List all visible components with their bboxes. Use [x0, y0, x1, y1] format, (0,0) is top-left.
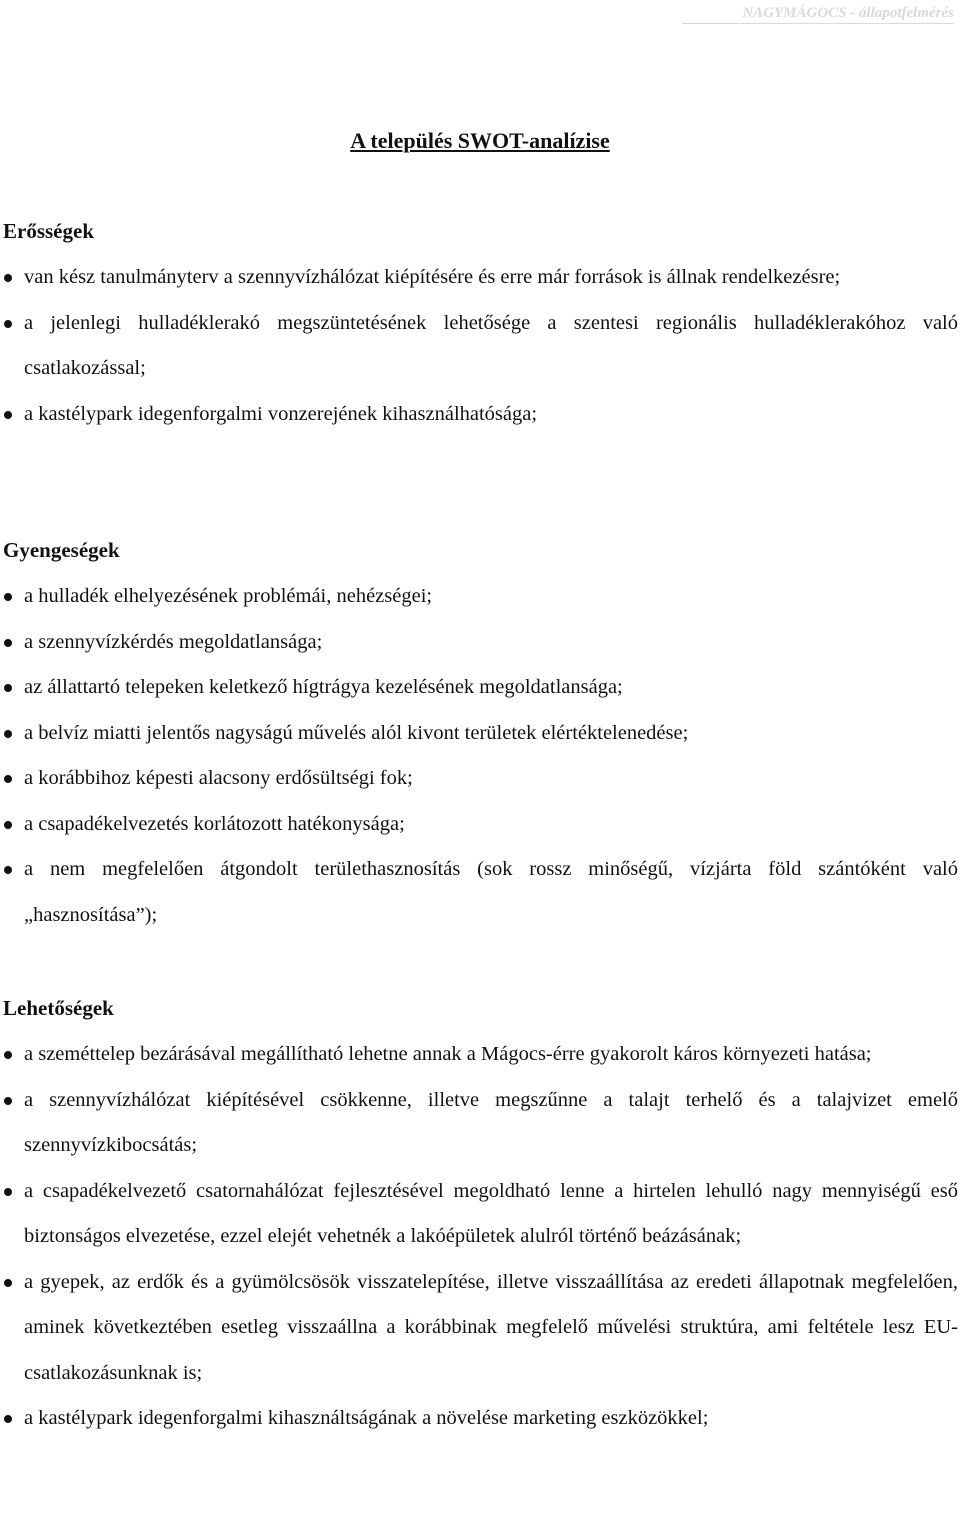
list-item-text: a nem megfelelően átgondolt területhasznosítás (sok rossz minőségű, vízjárta föld szántóként való „hasznosítása”); [24, 858, 958, 926]
bullet-icon [4, 1188, 12, 1196]
bullet-icon [4, 821, 12, 829]
list-item [0, 847, 958, 938]
document-title: A település SWOT-analízise [350, 128, 610, 153]
list-item-text: a szennyvízkérdés megoldatlansága; [24, 630, 323, 653]
section-opportunities [0, 994, 958, 1442]
bullet-icon [4, 730, 12, 738]
section-heading-strengths: Erősségek [3, 219, 94, 243]
list-item [0, 620, 958, 666]
list-item [0, 392, 958, 438]
list-item [0, 665, 958, 711]
section-strengths [0, 217, 958, 437]
list-item-text: a csapadékelvezető csatornahálózat fejlesztésével megoldható lenne a hirtelen lehulló nagy mennyiségű eső biztonságos elvezetése, ezzel elejét vehetnék a lakóépületek alulról történő beázásának; [24, 1179, 958, 1247]
bullet-icon [4, 775, 12, 783]
list-item [0, 1169, 958, 1260]
section-heading-weaknesses: Gyengeségek [3, 538, 120, 562]
bullet-icon [4, 1097, 12, 1105]
bullet-icon [4, 1415, 12, 1423]
bullet-icon [4, 320, 12, 328]
list-item [0, 1078, 958, 1169]
bullet-icon [4, 639, 12, 647]
list-item-text: van kész tanulmányterv a szennyvízhálózat kiépítésére és erre már források is állnak rendelkezésre; [24, 266, 841, 288]
bullet-icon [4, 684, 12, 692]
running-header: NAGYMÁGOCS - állapotfelmérés [682, 4, 954, 24]
bullet-icon [4, 866, 12, 874]
bullet-icon [4, 593, 12, 601]
list-item-text: a belvíz miatti jelentős nagyságú művelés alól kivont területek elértéktelenedése; [24, 721, 689, 744]
bullet-icon [4, 1051, 12, 1059]
bullet-icon [4, 1279, 12, 1287]
strengths-list [0, 255, 958, 437]
list-item-text: a szennyvízhálózat kiépítésével csökkenne, illetve megszűnne a talajt terhelő és a talajvizet emelő szennyvízkibocsátás; [24, 1088, 958, 1156]
list-item [0, 1396, 958, 1442]
list-item-text: a kastélypark idegenforgalmi kihasználtságának a növelése marketing eszközökkel; [24, 1407, 709, 1429]
list-item-text: a kastélypark idegenforgalmi vonzerejének kihasználhatósága; [24, 402, 538, 425]
list-item-text: a gyepek, az erdők és a gyümölcsösök visszatelepítése, illetve visszaállítása az eredeti állapotnak megfelelően, aminek következtében esetleg visszaállna a korábbinak megfelelő művelési struktúra, ami feltétele lesz EU-csatlakozásunknak is; [24, 1270, 958, 1384]
list-item [0, 802, 958, 848]
section-heading-opportunities: Lehetőségek [3, 996, 114, 1020]
list-item-text: az állattartó telepeken keletkező hígtrágya kezelésének megoldatlansága; [24, 676, 623, 698]
list-item [0, 711, 958, 757]
list-item [0, 301, 958, 392]
section-weaknesses [0, 536, 958, 938]
opportunities-list [0, 1032, 958, 1442]
list-item [0, 1032, 958, 1078]
list-item-text: a hulladék elhelyezésének problémái, nehézségei; [24, 585, 433, 607]
list-item-text: a korábbihoz képesti alacsony erdősültségi fok; [24, 767, 413, 789]
list-item-text: a jelenlegi hulladéklerakó megszüntetésének lehetősége a szentesi regionális hulladéklerakóhoz való csatlakozással; [24, 311, 958, 379]
list-item [0, 756, 958, 802]
weaknesses-list [0, 574, 958, 938]
list-item [0, 255, 958, 301]
list-item [0, 574, 958, 620]
list-item-text: a csapadékelvezetés korlátozott hatékonysága; [24, 812, 405, 835]
bullet-icon [4, 274, 12, 282]
list-item [0, 1260, 958, 1397]
bullet-icon [4, 411, 12, 419]
list-item-text: a szeméttelep bezárásával megállítható lehetne annak a Mágocs-érre gyakorolt káros környezeti hatása; [24, 1043, 872, 1065]
